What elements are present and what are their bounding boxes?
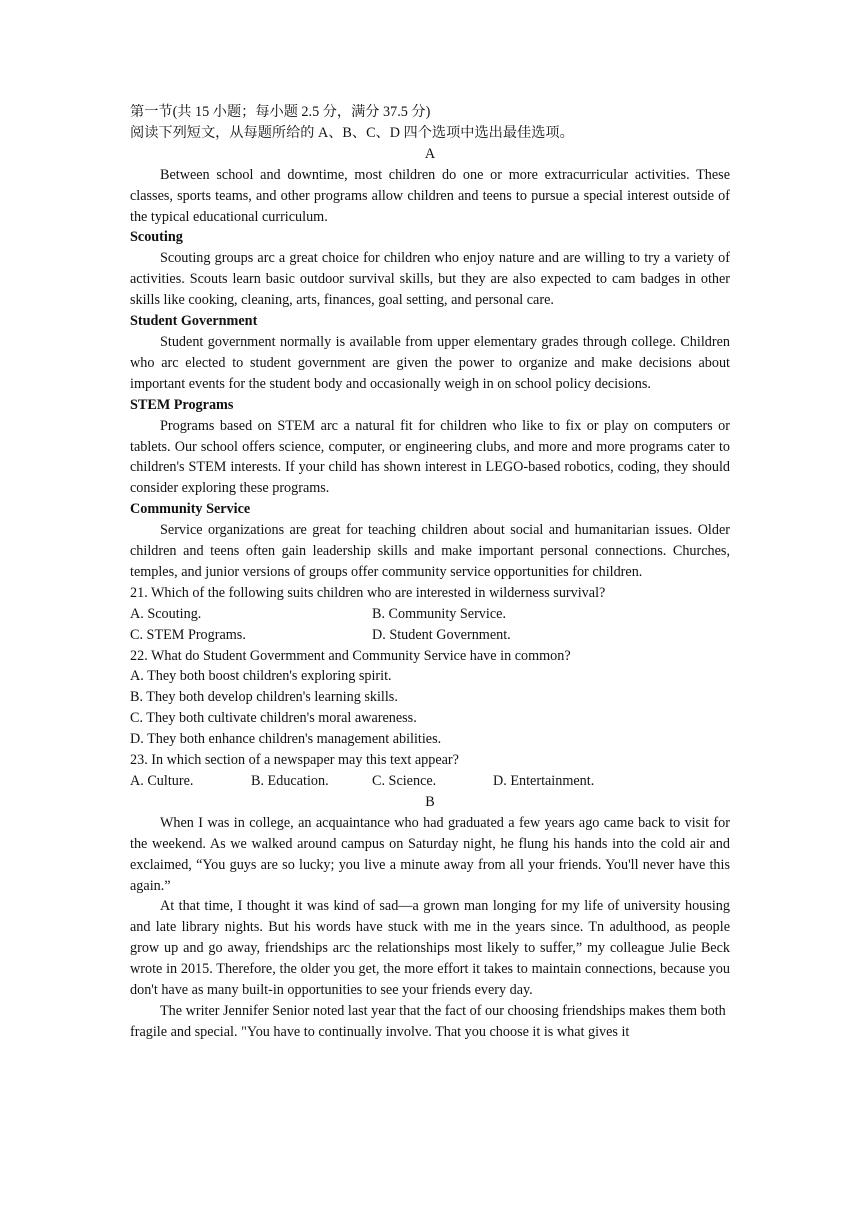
q21-option-b: B. Community Service.: [372, 605, 506, 622]
q22-option-c: C. They both cultivate children's moral awareness.: [130, 710, 417, 727]
q21-option-c: C. STEM Programs.: [130, 626, 246, 643]
question-23-options-row: [130, 771, 730, 792]
q22-option-a: A. They both boost children's exploring spirit.: [130, 668, 392, 685]
passage-a-intro: Between school and downtime, most children do one or more extracurricular activities. These classes, sports teams, and other programs allow children and teens to pursue a special interest outside of the typical educational curriculum.: [130, 166, 730, 225]
section-heading-stem: STEM Programs: [130, 396, 234, 413]
passage-b-paragraph-1: When I was in college, an acquaintance who had graduated a few years ago came back to visit for the weekend. As we walked around campus on Saturday night, he flung his hands into the cold air and exclaimed, “You guys are so lucky; you live a minute away from all your friends. You'll never have this again.”: [130, 814, 730, 894]
section-header: 第一节(共 15 小题；每小题 2.5 分，满分 37.5 分): [130, 104, 431, 120]
section-heading-student-government: Student Government: [130, 313, 258, 330]
passage-b-paragraph-2: At that time, I thought it was kind of sad—a grown man longing for my life of university housing and late library nights. But his words have stuck with me in the years since. Tn adulthood, as people grow up and go away, friendships arc the relationships most likely to suffer,” my colleague Julie Beck wrote in 2015. Therefore, the older you get, the more effort it takes to maintain connections, because you don't have as many built-in opportunities to see your friends every day.: [130, 898, 730, 999]
section-text-stem: Programs based on STEM arc a natural fit for children who like to fix or play on computers or tablets. Our school offers science, computer, or engineering clubs, and more and more programs cater to children's STEM interests. If your child has shown interest in LEGO-based robotics, coding, they should consider exploring these programs.: [130, 417, 730, 497]
passage-a-label: A: [424, 145, 436, 162]
q21-option-a: A. Scouting.: [130, 605, 202, 622]
exam-page: [130, 102, 730, 1043]
q23-option-a: A. Culture.: [130, 773, 194, 789]
question-21-options-row-2: [130, 625, 730, 646]
section-text-community-service: Service organizations are great for teaching children about social and humanitarian issues. Older children and teens often gain leadership skills and make important personal connections. Churches, temples, and junior versions of groups offer community service opportunities for children.: [130, 522, 730, 580]
section-heading-community-service: Community Service: [130, 501, 251, 518]
q23-option-c: C. Science.: [372, 773, 437, 789]
question-22-stem: 22. What do Student Govermment and Community Service have in common?: [130, 647, 571, 664]
question-23-stem: 23. In which section of a newspaper may this text appear?: [130, 752, 459, 769]
q23-option-d: D. Entertainment.: [493, 773, 595, 789]
q22-option-d: D. They both enhance children's management abilities.: [130, 731, 442, 748]
passage-b-paragraph-3: The writer Jennifer Senior noted last year that the fact of our choosing friendships makes them both fragile and special. "You have to continually involve. That you choose it is what gives it: [130, 1002, 726, 1040]
q22-option-b: B. They both develop children's learning skills.: [130, 689, 398, 706]
q23-option-b: B. Education.: [251, 773, 329, 789]
q21-option-d: D. Student Government.: [372, 626, 511, 643]
passage-b-label: B: [425, 793, 435, 810]
section-text-student-government: Student government normally is available from upper elementary grades through college. Children who arc elected to student government are given the power to organize and make decisions about important events for the student body and occasionally weigh in on school policy decisions.: [130, 333, 730, 392]
section-heading-scouting: Scouting: [130, 229, 183, 246]
question-21-options-row-1: [130, 604, 730, 625]
section-text-scouting: Scouting groups arc a great choice for children who enjoy nature and are willing to try a variety of activities. Scouts learn basic outdoor survival skills, but they are also expected to cam badges in other skills like cooking, cleaning, arts, finances, goal setting, and personal care.: [130, 250, 730, 309]
instructions: 阅读下列短文，从每题所给的 A、B、C、D 四个选项中选出最佳选项。: [130, 124, 574, 141]
question-21-stem: 21. Which of the following suits children who are interested in wilderness survival?: [130, 584, 606, 601]
